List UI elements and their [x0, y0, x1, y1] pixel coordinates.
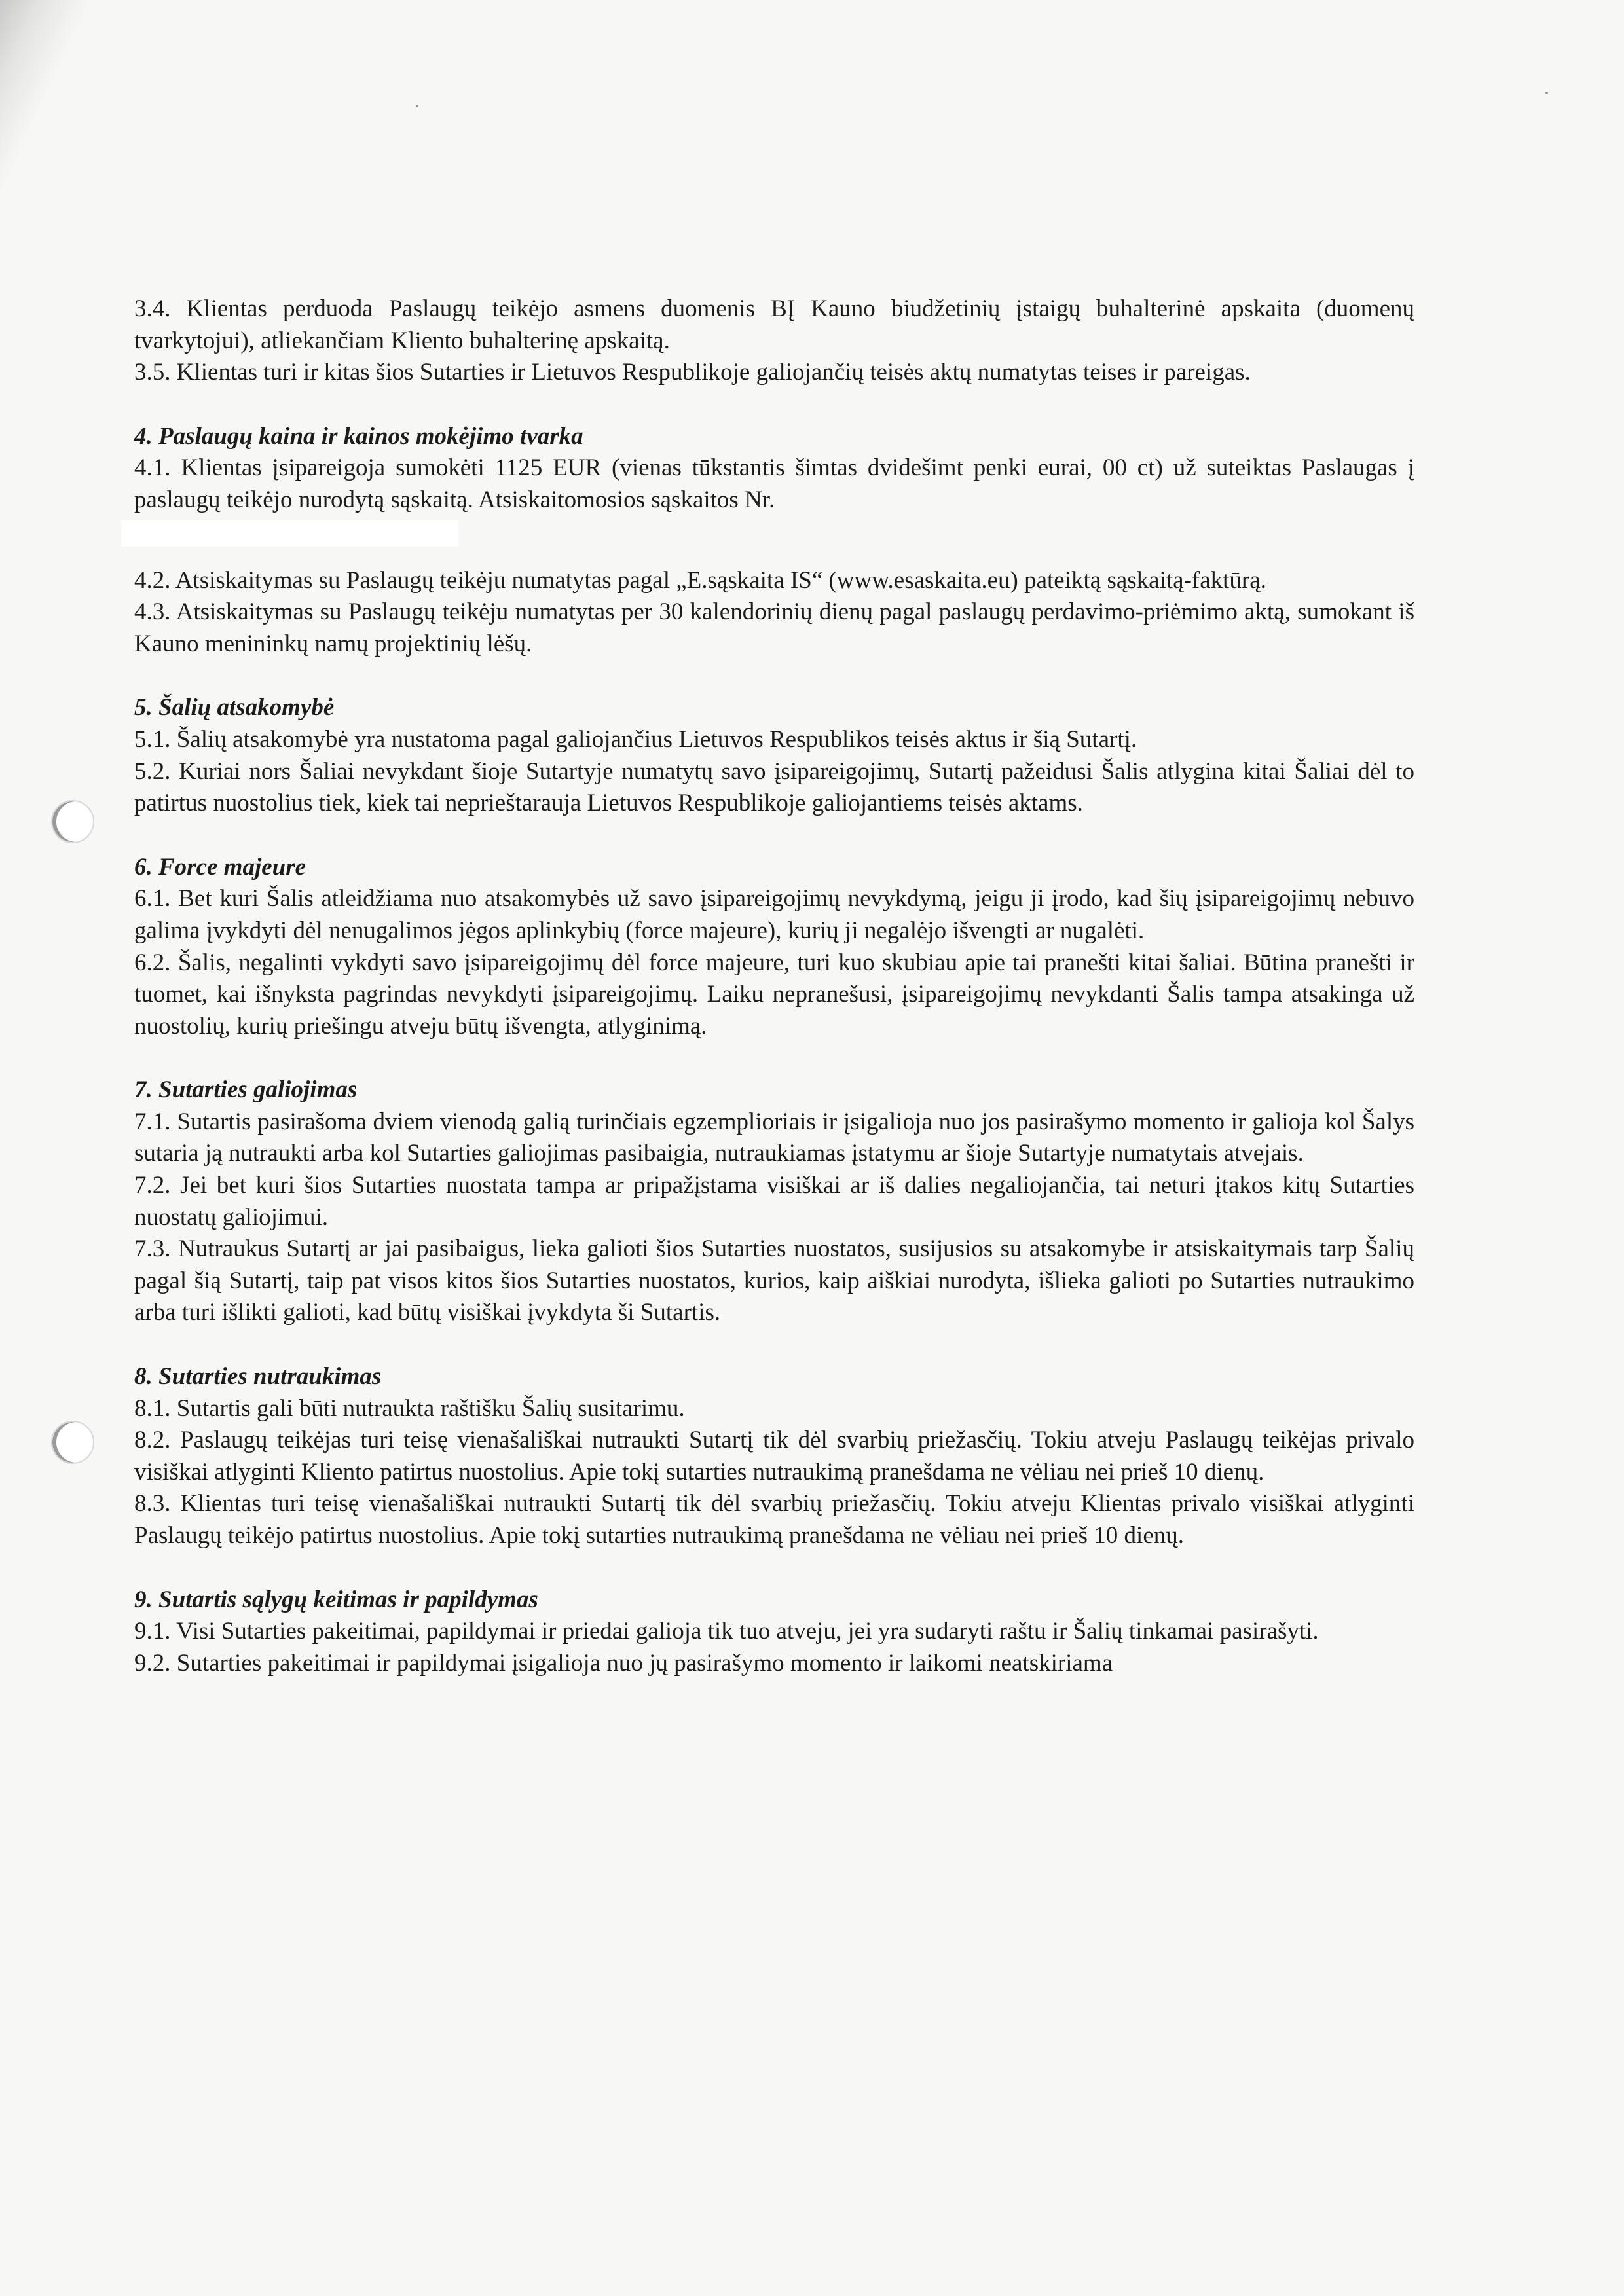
show-through-text: [216, 210, 1460, 244]
clause-6-1: 6.1. Bet kuri Šalis atleidžiama nuo atsakomybės už savo įsipareigojimų nevykdymą, jeigu ji įrodo, kad šių įsipareigojimų nebuvo galima įvykdyti dėl nenugalimos jėgos aplinkybių (force majeure), kurių ji negalėjo išvengti ar nugalėti.: [134, 885, 1414, 944]
redacted-account-number: [121, 520, 458, 547]
clause-4-2: 4.2. Atsiskaitymas su Paslaugų teikėju numatytas pagal „E.sąskaita IS“ (www.esaskaita.eu) pateiktą sąskaitą-faktūrą.: [134, 566, 1266, 594]
clause-7-1: 7.1. Sutartis pasirašoma dviem vienodą galią turinčiais egzemplioriais ir įsigalioja nuo jos pasirašymo momento ir galioja kol Šalys sutaria ją nutraukti arba kol Sutarties galiojimas pasibaigia, nutraukiamas įstatymu ar šioje Sutartyje numatytais atvejais.: [134, 1108, 1414, 1167]
clause-7-3: 7.3. Nutraukus Sutartį ar jai pasibaigus, lieka galioti šios Sutarties nuostatos, susijusios su atsakomybe ir atsiskaitymais tarp Šalių pagal šią Sutartį, taip pat visos kitos šios Sutarties nuostatos, kurios, kaip aiškiai nurodyta, išlieka galioti po Sutarties nutraukimo arba turi išlikti galioti, kad būtų visiškai įvykdyta ši Sutartis.: [134, 1235, 1414, 1326]
section-heading: 7. Sutarties galiojimas: [134, 1076, 358, 1104]
section-heading: 4. Paslaugų kaina ir kainos mokėjimo tvarka: [134, 422, 583, 450]
scan-speck: [416, 105, 418, 107]
section-4: [134, 421, 1414, 661]
section-9: [134, 1584, 1414, 1680]
punch-hole-top: [51, 800, 94, 843]
section-heading: 5. Šalių atsakomybė: [134, 694, 335, 721]
section-7: [134, 1074, 1414, 1329]
clause-6-2: 6.2. Šalis, negalinti vykdyti savo įsipareigojimų dėl force majeure, turi kuo skubiau apie tai pranešti kitai šaliai. Būtina pranešti ir tuomet, kai išnyksta pagrindas nevykdyti įsipareigojimų. Laiku nepranešusi, įsipareigojimų nevykdanti Šalis tampa atsakinga už nuostolių, kurių priešingu atveju būtų išvengta, atlyginimą.: [134, 949, 1414, 1040]
clause-9-1: 9.1. Visi Sutarties pakeitimai, papildymai ir priedai galioja tik tuo atveju, jei yra sudaryti raštu ir Šalių tinkamai pasirašyti.: [134, 1618, 1319, 1645]
section-3: [134, 293, 1414, 389]
section-heading: 6. Force majeure: [134, 853, 306, 881]
scan-speck: [1545, 92, 1548, 94]
clause-8-2: 8.2. Paslaugų teikėjas turi teisę vienašališkai nutraukti Sutartį tik dėl svarbių priežasčių. Tokiu atveju Paslaugų teikėjas privalo visiškai atlyginti Kliento patirtus nuostolius. Apie tokį sutarties nutraukimą pranešdama ne vėliau nei prieš 10 dienų.: [134, 1427, 1414, 1485]
clause-9-2: 9.2. Sutarties pakeitimai ir papildymai įsigalioja nuo jų pasirašymo momento ir laikomi neatskiriama: [134, 1649, 1113, 1677]
section-heading: 9. Sutartis sąlygų keitimas ir papildymas: [134, 1586, 538, 1613]
clause-8-1: 8.1. Sutartis gali būti nutraukta raštišku Šalių susitarimu.: [134, 1394, 685, 1422]
clause-4-3: 4.3. Atsiskaitymas su Paslaugų teikėju numatytas per 30 kalendorinių dienų pagal paslaugų perdavimo-priėmimo aktą, sumokant iš Kauno menininkų namų projektinių lėšų.: [134, 598, 1414, 657]
section-6: [134, 852, 1414, 1043]
clause-4-1: 4.1. Klientas įsipareigoja sumokėti 1125 EUR (vienas tūkstantis šimtas dvidešimt penki eurai, 00 ct) už suteiktas Paslaugas į paslaugų teikėjo nurodytą sąskaitą. Atsiskaitomosios sąskaitos Nr.: [134, 454, 1414, 513]
section-8: [134, 1361, 1414, 1552]
clause-3-4: 3.4. Klientas perduoda Paslaugų teikėjo asmens duomenis BĮ Kauno biudžetinių įstaigų buhalterinė apskaita (duomenų tvarkytojui), atliekančiam Kliento buhalterinę apskaitą.: [134, 295, 1414, 354]
clause-3-5: 3.5. Klientas turi ir kitas šios Sutarties ir Lietuvos Respublikoje galiojančių teisės aktų numatytas teises ir pareigas.: [134, 359, 1251, 386]
clause-7-2: 7.2. Jei bet kuri šios Sutarties nuostata tampa ar pripažįstama visiškai ar iš dalies negaliojančia, tai neturi įtakos kitų Sutarties nuostatų galiojimui.: [134, 1172, 1414, 1231]
section-heading: 8. Sutarties nutraukimas: [134, 1363, 382, 1391]
clause-8-3: 8.3. Klientas turi teisę vienašališkai nutraukti Sutartį tik dėl svarbių priežasčių. Tokiu atveju Klientas privalo visiškai atlyginti Paslaugų teikėjo patirtus nuostolius. Apie tokį sutarties nutraukimą pranešdama ne vėliau nei prieš 10 dienų.: [134, 1490, 1414, 1549]
punch-hole-bottom: [51, 1421, 94, 1464]
clause-5-1: 5.1. Šalių atsakomybė yra nustatoma pagal galiojančius Lietuvos Respublikos teisės aktus ir šią Sutartį.: [134, 725, 1137, 753]
page-fold-shadow: [0, 0, 131, 210]
contract-page-body: [134, 293, 1414, 1679]
clause-5-2: 5.2. Kuriai nors Šaliai nevykdant šioje Sutartyje numatytų savo įsipareigojimų, Sutartį pažeidusi Šalis atlygina kitai Šaliai dėl to patirtus nuostolius tiek, kiek tai neprieštarauja Lietuvos Respublikoje galiojantiems teisės aktams.: [134, 757, 1414, 817]
section-5: [134, 692, 1414, 819]
